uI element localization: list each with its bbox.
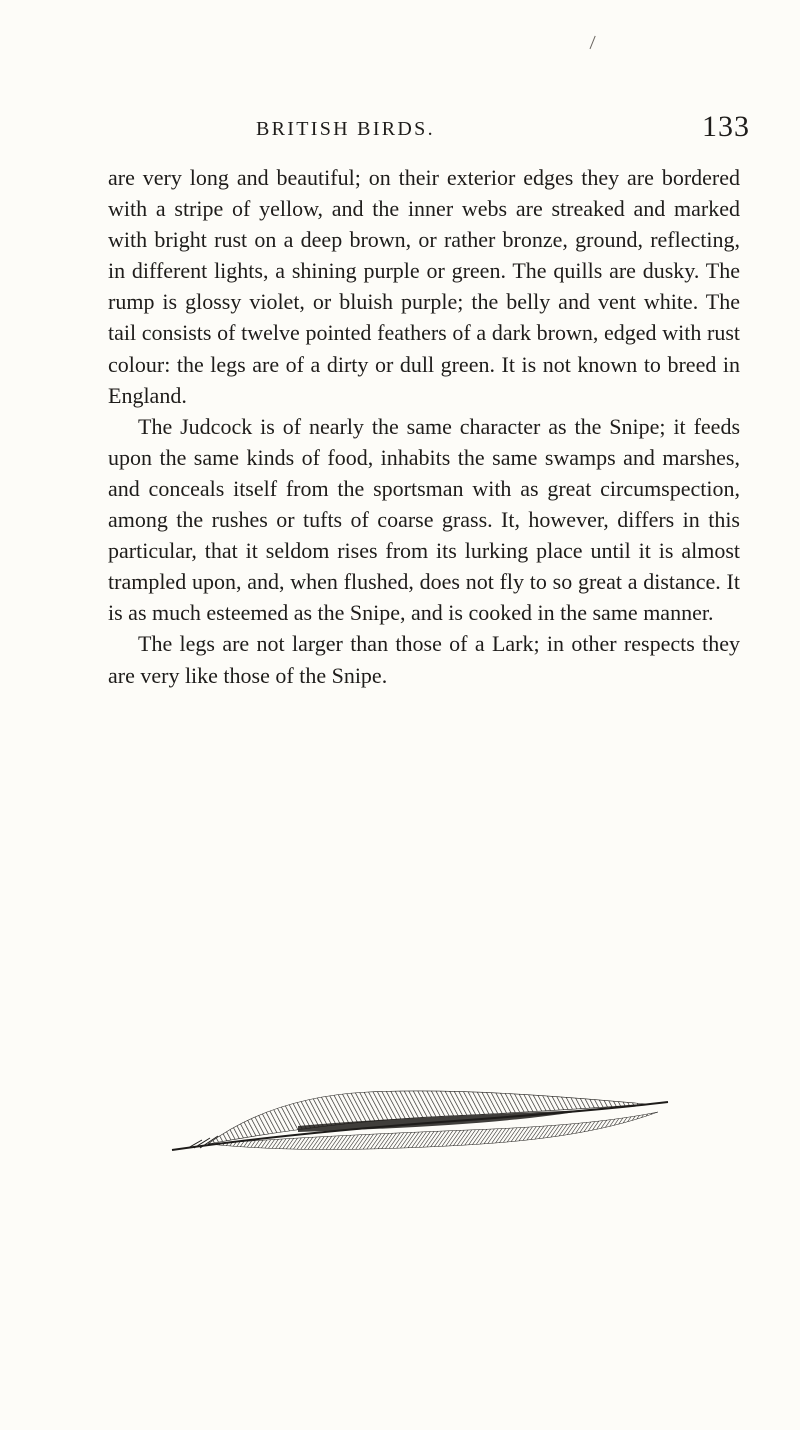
- margin-mark: [590, 36, 599, 50]
- feather-icon: [168, 1082, 680, 1158]
- page-number: 133: [702, 110, 750, 143]
- body-text: [108, 162, 740, 691]
- paragraph-1: are very long and beautiful; on their exterior edges they are bordered with a stripe of yellow, and the inner webs are streaked and marked with bright rust on a deep brown, or rather bronze, ground, reflecting, in different lights, a shining purple or green. The quills are dusky. The rump is glossy violet, or bluish purple; the belly and vent white. The tail consists of twelve pointed feathers of a dark brown, edged with rust colour: the legs are of a dirty or dull green. It is not known to breed in England.: [108, 165, 740, 408]
- running-head: [60, 108, 750, 148]
- running-title: BRITISH BIRDS.: [256, 118, 435, 140]
- paragraph-3: The legs are not larger than those of a Lark; in other respects they are very like those of the Snipe.: [108, 631, 740, 688]
- paragraph-2: The Judcock is of nearly the same character as the Snipe; it feeds upon the same kinds of food, inhabits the same swamps and marshes, and conceals itself from the sportsman with as great circumspection, among the rushes or tufts of coarse grass. It, however, differs in this particular, that it seldom rises from its lurking place until it is almost trampled upon, and, when flushed, does not fly to so great a distance. It is as much esteemed as the Snipe, and is cooked in the same manner.: [108, 413, 740, 626]
